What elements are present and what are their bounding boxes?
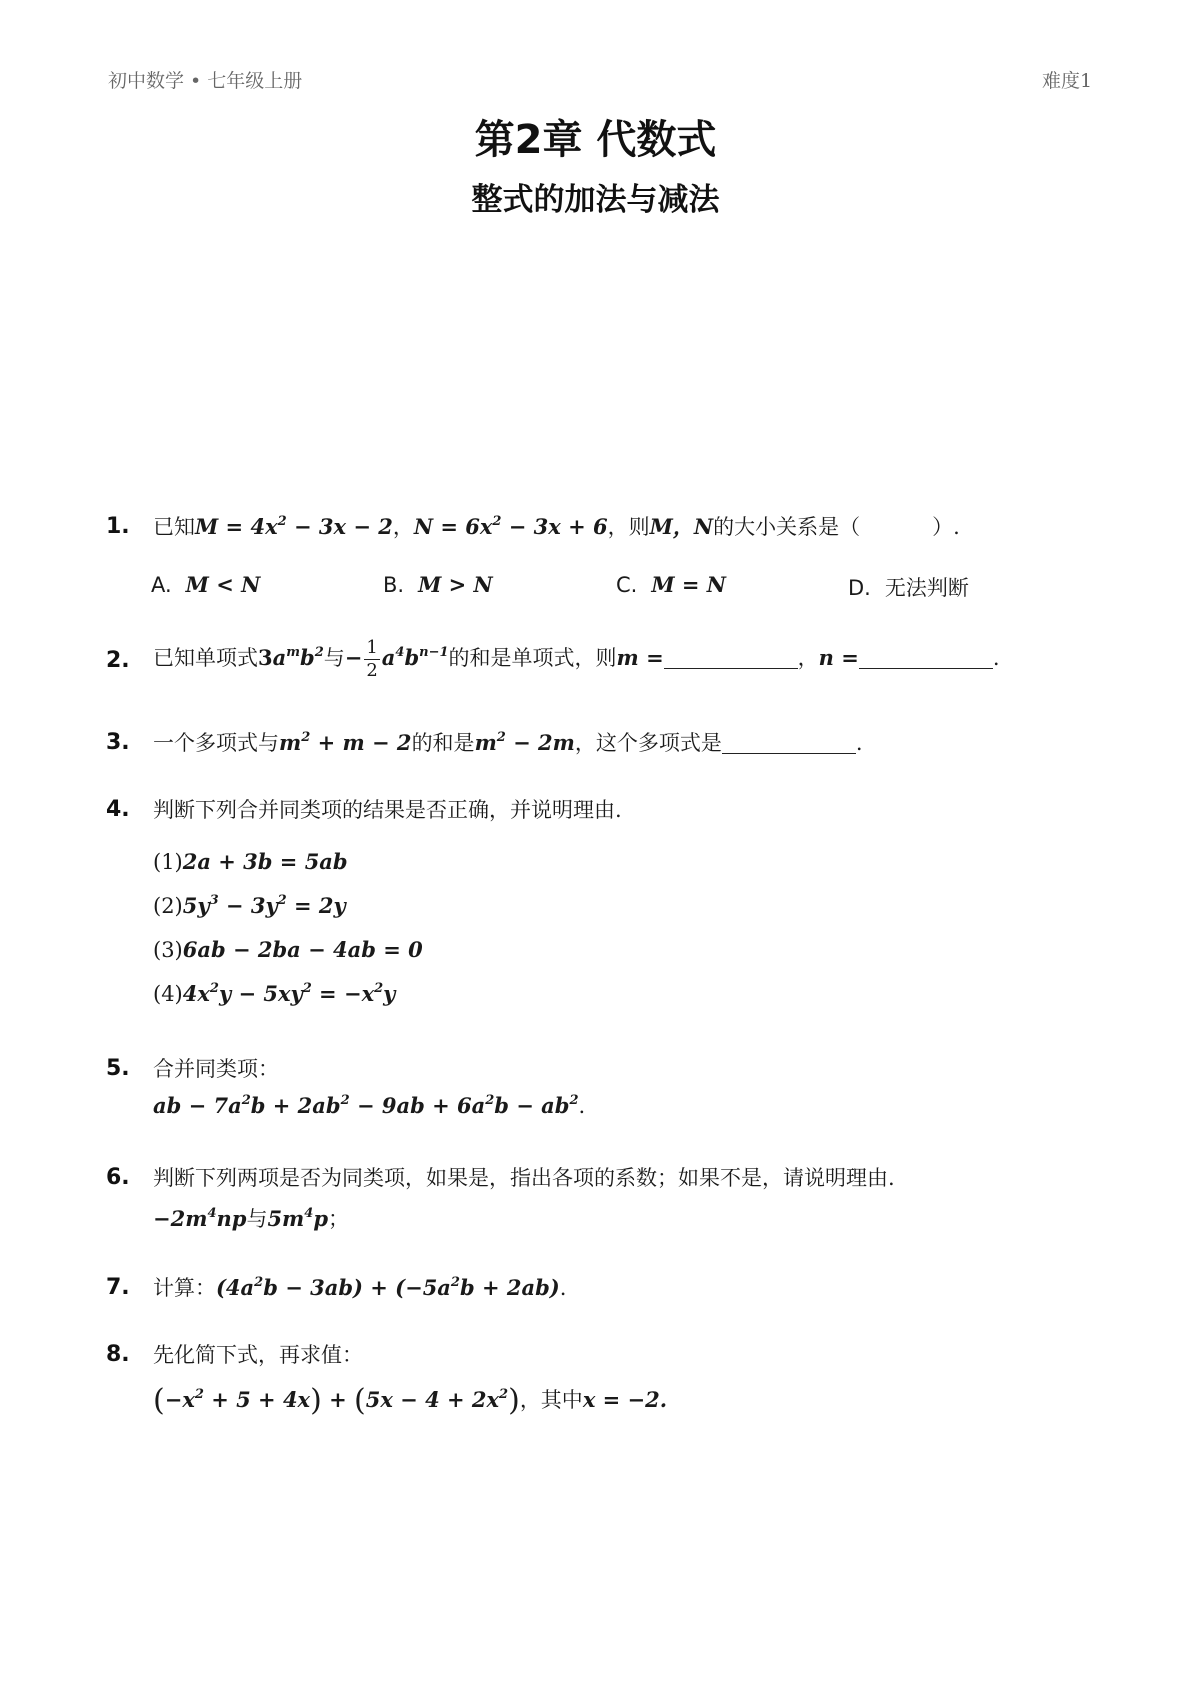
question-body: 先化简下式，再求值：: [153, 1343, 363, 1367]
header-right: 难度1: [1042, 70, 1093, 92]
question-number: 6.: [106, 1165, 130, 1190]
q2-monomial-2: $a^4b^{n-1}$: [381, 645, 449, 670]
question-number: 5.: [106, 1056, 130, 1081]
q4-item-2: $(2)5y^3 - 3y^2 = 2y$: [153, 893, 346, 918]
question-body: 已知单项式$3a^mb^2$与− $\frac{1}{2}$ $a^4b^{n-1}$的和是单项式，则m = ，n = .: [153, 637, 1000, 681]
question-body: 判断下列两项是否为同类项，如果是，指出各项的系数；如果不是，请说明理由.: [153, 1166, 895, 1190]
option-c[interactable]: C. M = N: [616, 572, 727, 597]
question-body: 计算：$(4a^2b - 3ab) + (-5a^2b + 2ab)$.: [153, 1275, 567, 1300]
option-b[interactable]: B. M > N: [383, 572, 493, 597]
question-number: 3.: [106, 730, 130, 755]
q1-expr-n: $N = 6x^2 - 3x + 6$: [413, 514, 608, 539]
q4-item-1: (1)2a + 3b = 5ab: [153, 849, 348, 874]
blank-m[interactable]: [664, 646, 798, 669]
question-body: [153, 512, 960, 542]
q1-post: 的大小关系是（: [713, 515, 861, 539]
q1-mn: M，N: [649, 514, 714, 539]
q2-monomial-1: $3a^mb^2$: [258, 645, 324, 670]
q1-expr-m: $M = 4x^2 - 3x - 2$: [195, 514, 393, 539]
q6-terms: $-2m^4np$与$5m^4p$；: [153, 1206, 350, 1231]
question-number: 8.: [106, 1342, 130, 1367]
header-left: 初中数学 • 七年级上册: [108, 70, 303, 92]
q1-sep: ，: [392, 515, 414, 539]
blank-n[interactable]: [859, 646, 993, 669]
section-title: 整式的加法与减法: [471, 182, 720, 218]
q4-item-3: (3)6ab − 2ba − 4ab = 0: [153, 937, 423, 962]
blank-polynomial[interactable]: [722, 731, 856, 754]
question-number: 2.: [106, 648, 130, 673]
q1-pre: 已知: [153, 515, 195, 539]
question-body: 一个多项式与$m^2 + m - 2$的和是$m^2 - 2m$，这个多项式是 .: [153, 730, 863, 755]
question-number: 7.: [106, 1275, 130, 1300]
q1-end: ）.: [932, 515, 960, 539]
fraction-one-half: $\frac{1}{2}$: [366, 637, 378, 681]
chapter-title: 第2章 代数式: [474, 117, 717, 163]
question-body: 合并同类项：: [153, 1057, 279, 1081]
option-a[interactable]: A. M < N: [151, 572, 261, 597]
option-d[interactable]: D. 无法判断: [848, 576, 969, 600]
q1-mid: ，则: [607, 515, 650, 539]
question-number: 4.: [106, 797, 130, 822]
q8-expression: $(-x^2 + 5 + 4x) + (5x - 4 + 2x^2)$，其中x = −2.: [153, 1383, 668, 1418]
question-number: 1.: [106, 514, 130, 539]
q5-expression: ab − $7a^2b + 2ab^2 - 9ab + 6a^2b - ab^2$.: [153, 1093, 586, 1118]
q4-item-4: $(4)4x^2y - 5xy^2 = -x^2y$: [153, 981, 396, 1006]
question-body: 判断下列合并同类项的结果是否正确，并说明理由.: [153, 798, 622, 822]
